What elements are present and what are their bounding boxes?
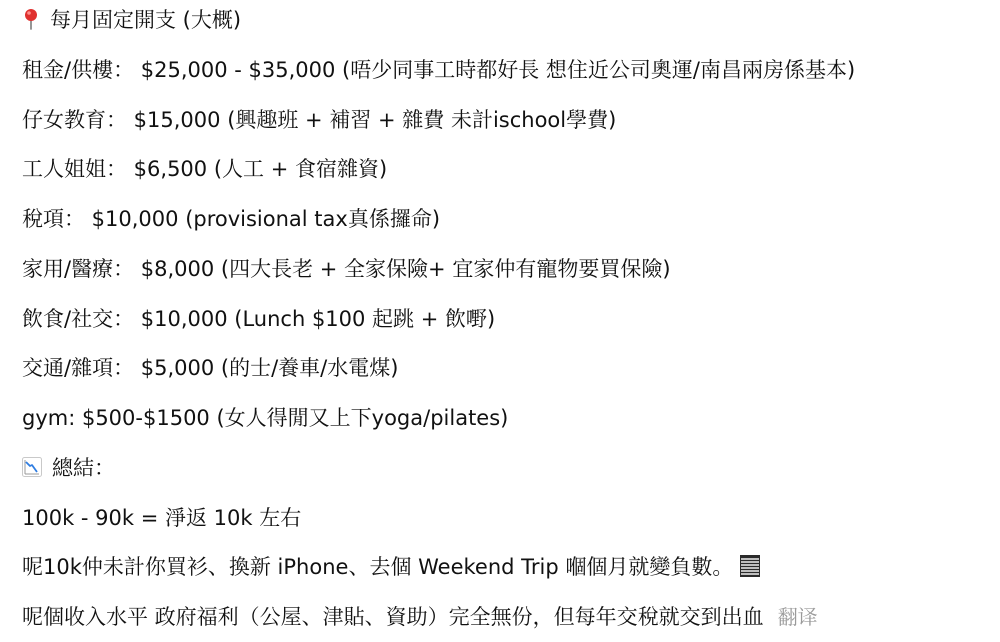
summary-heading-text: 總結： (52, 456, 115, 480)
translate-link[interactable]: 翻译 (777, 605, 818, 629)
heading-text: 每月固定開支 (大概) (50, 8, 242, 32)
remark-text: 呢10k仲未計你買衫、換新 iPhone、去個 Weekend Trip 嗰個月就變負數。 (22, 555, 734, 579)
expense-transport: 交通/雜項： $5,000 (的士/養車/水電煤) (22, 356, 399, 380)
income-level-line (22, 600, 818, 634)
income-level-text: 呢個收入水平 政府福利（公屋、津貼、資助）完全無份，但每年交稅就交到出血 (22, 605, 764, 629)
summary-heading (22, 451, 115, 485)
expense-helper: 工人姐姐： $6,500 (人工 + 食宿雜資) (22, 157, 388, 181)
expense-gym: gym: $500-$1500 (女人得閒又上下yoga/pilates) (22, 406, 509, 430)
remark-line (22, 550, 761, 584)
expense-food-social: 飲食/社交： $10,000 (Lunch $100 起跳 + 飲嘢) (22, 307, 496, 331)
net-income-line: 100k - 90k = 淨返 10k 左右 (22, 506, 302, 530)
expense-education: 仔女教育： $15,000 (興趣班 + 補習 + 雜費 未計ischool學費) (22, 108, 617, 132)
chart-decreasing-icon (22, 457, 42, 477)
expense-rent: 租金/供樓： $25,000 - $35,000 (唔少同事工時都好長 想住近公司奧運/南昌兩房係基本) (22, 58, 856, 82)
round-pushpin-icon (22, 8, 40, 30)
expense-family-medical: 家用/醫療： $8,000 (四大長老 + 全家保險+ 宜家仲有寵物要買保險) (22, 257, 671, 281)
fixed-expenses-heading (22, 3, 241, 37)
expense-tax: 稅項： $10,000 (provisional tax真係攞命) (22, 207, 441, 231)
abacus-icon (739, 554, 761, 578)
